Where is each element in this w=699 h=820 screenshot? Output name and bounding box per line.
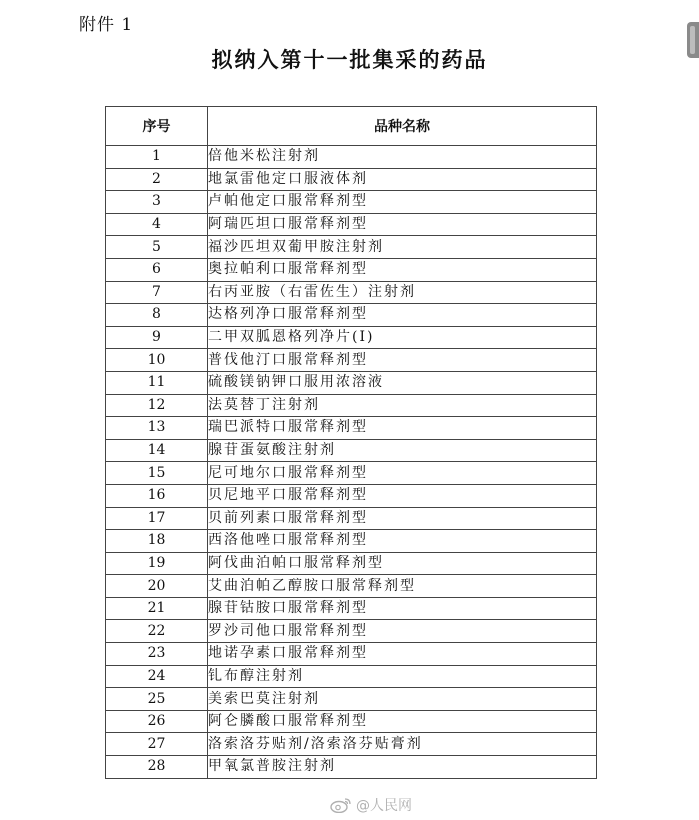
table-row [106, 304, 597, 327]
row-drug-name: 地诺孕素口服常释剂型 [208, 643, 597, 666]
row-serial-number: 1 [106, 146, 208, 169]
row-drug-name: 福沙匹坦双葡甲胺注射剂 [208, 236, 597, 259]
table-row [106, 213, 597, 236]
row-drug-name: 艾曲泊帕乙醇胺口服常释剂型 [208, 575, 597, 598]
table-row [106, 349, 597, 372]
table-row [106, 191, 597, 214]
row-serial-number: 8 [106, 304, 208, 327]
table-row [106, 552, 597, 575]
table-header-row [106, 107, 597, 146]
table-row [106, 371, 597, 394]
table-row [106, 507, 597, 530]
document-title: 拟纳入第十一批集采的药品 [211, 48, 488, 72]
row-drug-name: 达格列净口服常释剂型 [208, 304, 597, 327]
row-serial-number: 15 [106, 462, 208, 485]
weibo-icon [330, 797, 352, 813]
scrollbar-handle[interactable] [687, 22, 699, 58]
table-row [106, 597, 597, 620]
row-drug-name: 普伐他汀口服常释剂型 [208, 349, 597, 372]
row-serial-number: 11 [106, 371, 208, 394]
row-serial-number: 17 [106, 507, 208, 530]
table-row [106, 756, 597, 779]
row-serial-number: 26 [106, 710, 208, 733]
row-serial-number: 6 [106, 258, 208, 281]
table-row [106, 530, 597, 553]
header-serial-number: 序号 [106, 107, 208, 146]
row-drug-name: 贝前列素口服常释剂型 [208, 507, 597, 530]
row-serial-number: 23 [106, 643, 208, 666]
row-drug-name: 倍他米松注射剂 [208, 146, 597, 169]
row-serial-number: 24 [106, 665, 208, 688]
row-serial-number: 22 [106, 620, 208, 643]
table-row [106, 258, 597, 281]
row-serial-number: 3 [106, 191, 208, 214]
row-drug-name: 甲氧氯普胺注射剂 [208, 756, 597, 779]
row-drug-name: 腺苷钴胺口服常释剂型 [208, 597, 597, 620]
table-row [106, 236, 597, 259]
row-serial-number: 12 [106, 394, 208, 417]
row-drug-name: 二甲双胍恩格列净片(I) [208, 326, 597, 349]
watermark [330, 795, 412, 815]
table-row [106, 462, 597, 485]
row-drug-name: 法莫替丁注射剂 [208, 394, 597, 417]
row-drug-name: 阿瑞匹坦口服常释剂型 [208, 213, 597, 236]
row-drug-name: 硫酸镁钠钾口服用浓溶液 [208, 371, 597, 394]
attachment-label: 附件 1 [79, 15, 134, 35]
table-body [106, 146, 597, 779]
row-drug-name: 地氯雷他定口服液体剂 [208, 168, 597, 191]
row-drug-name: 钆布醇注射剂 [208, 665, 597, 688]
row-serial-number: 16 [106, 484, 208, 507]
table-row [106, 710, 597, 733]
watermark-text: @人民网 [356, 798, 412, 814]
table-row [106, 417, 597, 440]
row-serial-number: 19 [106, 552, 208, 575]
row-serial-number: 10 [106, 349, 208, 372]
table-row [106, 620, 597, 643]
row-drug-name: 西洛他唑口服常释剂型 [208, 530, 597, 553]
row-serial-number: 28 [106, 756, 208, 779]
header-drug-name: 品种名称 [208, 107, 597, 146]
row-drug-name: 腺苷蛋氨酸注射剂 [208, 439, 597, 462]
row-serial-number: 18 [106, 530, 208, 553]
row-serial-number: 2 [106, 168, 208, 191]
row-drug-name: 尼可地尔口服常释剂型 [208, 462, 597, 485]
drug-table [105, 106, 597, 779]
row-drug-name: 阿仑膦酸口服常释剂型 [208, 710, 597, 733]
row-serial-number: 4 [106, 213, 208, 236]
row-drug-name: 卢帕他定口服常释剂型 [208, 191, 597, 214]
row-drug-name: 罗沙司他口服常释剂型 [208, 620, 597, 643]
row-serial-number: 5 [106, 236, 208, 259]
row-serial-number: 14 [106, 439, 208, 462]
row-serial-number: 21 [106, 597, 208, 620]
table-row [106, 281, 597, 304]
table-row [106, 665, 597, 688]
table-row [106, 733, 597, 756]
table-row [106, 484, 597, 507]
table-row [106, 575, 597, 598]
row-serial-number: 9 [106, 326, 208, 349]
row-serial-number: 27 [106, 733, 208, 756]
row-drug-name: 美索巴莫注射剂 [208, 688, 597, 711]
row-drug-name: 右丙亚胺（右雷佐生）注射剂 [208, 281, 597, 304]
row-serial-number: 13 [106, 417, 208, 440]
row-drug-name: 贝尼地平口服常释剂型 [208, 484, 597, 507]
row-drug-name: 洛索洛芬贴剂/洛索洛芬贴膏剂 [208, 733, 597, 756]
table-row [106, 439, 597, 462]
table-row [106, 688, 597, 711]
table-row [106, 146, 597, 169]
table-row [106, 168, 597, 191]
row-serial-number: 25 [106, 688, 208, 711]
row-drug-name: 瑞巴派特口服常释剂型 [208, 417, 597, 440]
row-serial-number: 7 [106, 281, 208, 304]
table-row [106, 394, 597, 417]
row-serial-number: 20 [106, 575, 208, 598]
row-drug-name: 奥拉帕利口服常释剂型 [208, 258, 597, 281]
row-drug-name: 阿伐曲泊帕口服常释剂型 [208, 552, 597, 575]
table-row [106, 326, 597, 349]
table-row [106, 643, 597, 666]
